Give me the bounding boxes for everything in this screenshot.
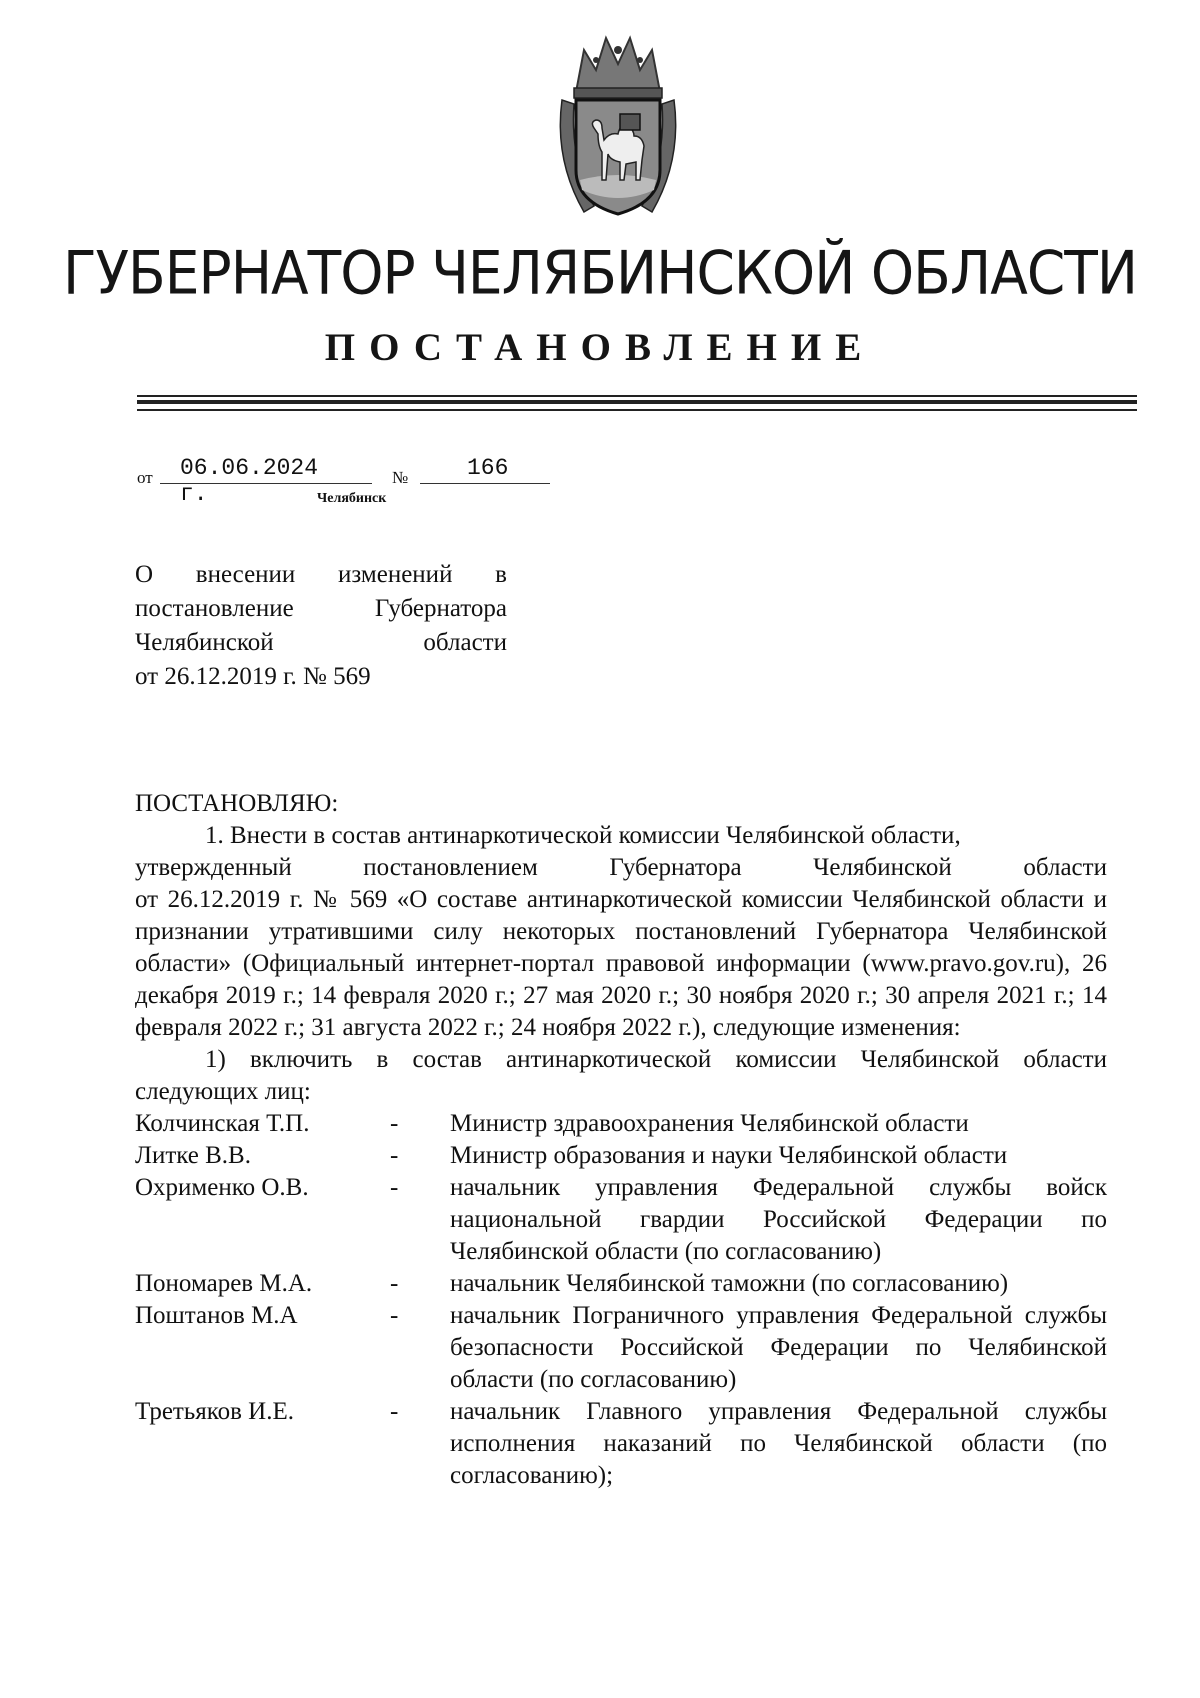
member-role: начальник Главного управления Федеральной службы исполнения наказаний по Челябинской области (по согласованию); [450, 1398, 1107, 1489]
header-divider [137, 400, 1137, 404]
document-date: 06.06.2024 г. [180, 455, 319, 507]
member-role: начальник управления Федеральной службы войск национальной гвардии Российской Федерации по Челябинской области (по согласованию) [450, 1174, 1107, 1265]
member-dash: - [390, 1110, 399, 1137]
document-body [135, 788, 1107, 1492]
member-dash: - [390, 1270, 399, 1297]
member-row [135, 1172, 1107, 1268]
member-dash: - [390, 1302, 399, 1329]
issue-city: Челябинск [317, 491, 387, 506]
number-sign: № [392, 468, 409, 487]
date-prefix: от [137, 468, 153, 487]
member-dash: - [390, 1398, 399, 1425]
member-name: Третьяков И.Е. [135, 1398, 294, 1425]
member-name: Литке В.В. [135, 1142, 251, 1169]
member-role: начальник Челябинской таможни (по согласованию) [450, 1270, 1009, 1297]
member-row [135, 1268, 1107, 1300]
item-1-second-line: утвержденный постановлением Губернатора Челябинской области [135, 854, 1107, 881]
member-name: Охрименко О.В. [135, 1174, 309, 1201]
topic-line: О внесении изменений в [135, 561, 507, 588]
member-role: Министр образования и науки Челябинской области [450, 1142, 1008, 1169]
member-row [135, 1140, 1107, 1172]
issuer-title: ГУБЕРНАТОР ЧЕЛЯБИНСКОЙ ОБЛАСТИ [62, 238, 1137, 308]
member-name: Колчинская Т.П. [135, 1110, 310, 1137]
member-row [135, 1108, 1107, 1140]
subitem-1-text: 1) включить в состав антинаркотической комиссии Челябинской области следующих лиц: [135, 1046, 1107, 1105]
document-type-title: ПОСТАНОВЛЕНИЕ [324, 326, 876, 369]
member-name: Пономарев М.А. [135, 1270, 313, 1297]
member-row [135, 1300, 1107, 1396]
header-divider [137, 395, 1137, 397]
decree-word: ПОСТАНОВЛЯЮ: [135, 790, 339, 817]
topic-line: от 26.12.2019 г. № 569 [135, 663, 371, 690]
document-topic [135, 558, 507, 694]
member-dash: - [390, 1142, 399, 1169]
member-row [135, 1396, 1107, 1492]
topic-line: Челябинской области [135, 629, 507, 656]
chelyabinsk-coat-of-arms-icon [554, 30, 682, 220]
header-divider [137, 409, 1137, 411]
member-role: начальник Пограничного управления Федеральной службы безопасности Российской Федерации по Челябинской области (по согласованию) [450, 1302, 1107, 1393]
member-dash: - [390, 1174, 399, 1201]
item-1-first-line: 1. Внести в состав антинаркотической комиссии Челябинской области, [205, 822, 961, 849]
number-underline [420, 483, 550, 484]
document-number: 166 [467, 455, 509, 481]
member-name: Поштанов М.А [135, 1302, 298, 1329]
member-role: Министр здравоохранения Челябинской области [450, 1110, 969, 1137]
item-1-text: от 26.12.2019 г. № 569 «О составе антинаркотической комиссии Челябинской области и признании утратившими силу некоторых постановлений Губернатора Челябинской области» (Официальный интернет-портал правовой информации (www.pravo.gov.ru), 26 декабря 2019 г.; 14 февраля 2020 г.; 27 мая 2020 г.; 30 ноября 2020 г.; 30 апреля 2021 г.; 14 февраля 2022 г.; 31 августа 2022 г.; 24 ноября 2022 г.), следующие изменения: [135, 886, 1107, 1041]
topic-line: постановление Губернатора [135, 595, 507, 622]
